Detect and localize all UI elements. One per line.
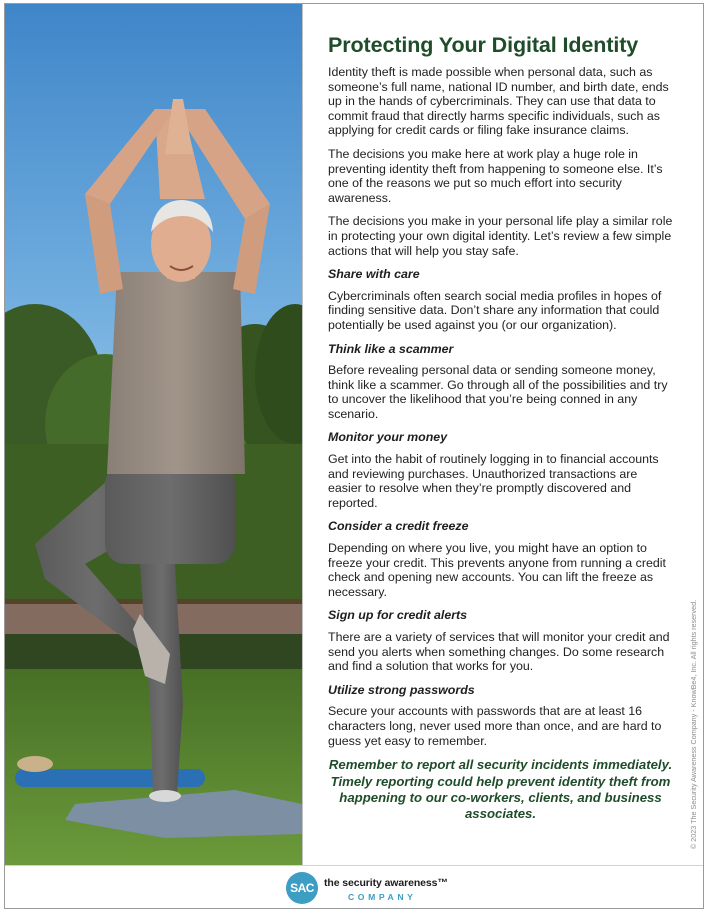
section-heading: Utilize strong passwords bbox=[328, 682, 475, 697]
section-body: Before revealing personal data or sending someone money, think like a scammer. Go through all of the possibilities and try to uncover the likelihood that you’re being conned in any scenario. bbox=[328, 363, 668, 421]
brand-company: COMPANY bbox=[348, 892, 417, 902]
section-body: Depending on where you live, you might have an option to freeze your credit. This prevents anyone from running a credit check and opening new accounts. You can lift the freeze as necessary. bbox=[328, 541, 666, 599]
article-content bbox=[328, 33, 673, 823]
section-heading: Monitor your money bbox=[328, 430, 448, 445]
section-heading: Think like a scammer bbox=[328, 341, 454, 356]
section-heading: Share with care bbox=[328, 267, 420, 282]
yoga-photo bbox=[5, 4, 303, 865]
intro-paragraph: Identity theft is made possible when personal data, such as someone’s full name, national ID number, and birth date, ends up in the hands of cybercriminals. They can use that data to commit fraud that directly harms specific individuals, such as applying for credit cards or filing fake insurance claims. bbox=[328, 65, 669, 138]
document-page bbox=[4, 3, 704, 909]
brand-name: the security awareness™ bbox=[324, 877, 448, 889]
section-body: Get into the habit of routinely logging in to financial accounts and reviewing purchases. Unauthorized transactions are easier to resolve when they’re promptly discovered and reported. bbox=[328, 452, 659, 510]
section-body: Cybercriminals often search social media profiles in hopes of finding sensitive data. Don’t share any information that could potentially be used against you (or our organization). bbox=[328, 288, 662, 332]
section-heading: Sign up for credit alerts bbox=[328, 608, 468, 623]
callout-reminder: Remember to report all security incidents immediately. Timely reporting could help prevent identity theft from happening to our co-workers, clients, and business associates. bbox=[328, 757, 673, 822]
company-logo bbox=[286, 872, 448, 906]
footer-divider bbox=[5, 865, 703, 866]
section-heading: Consider a credit freeze bbox=[328, 519, 469, 534]
copyright-text: © 2023 The Security Awareness Company - KnowBe4, Inc. All rights reserved. bbox=[689, 599, 698, 849]
page-title: Protecting Your Digital Identity bbox=[328, 33, 639, 57]
section-body: Secure your accounts with passwords that are at least 16 characters long, never used more than once, and are hard to guess yet easy to remember. bbox=[328, 704, 662, 748]
intro-paragraph: The decisions you make in your personal life play a similar role in protecting your own digital identity. Let’s review a few simple actions that will help you stay safe. bbox=[328, 214, 673, 258]
intro-paragraph: The decisions you make here at work play a huge role in preventing identity theft from happening to someone else. It’s one of the reasons we put so much effort into security awareness. bbox=[328, 146, 663, 205]
section-body: There are a variety of services that will monitor your credit and send you alerts when something changes. Do some research and find a solution that works for you. bbox=[328, 630, 670, 674]
sac-logo-icon: SAC bbox=[286, 872, 318, 904]
copyright-notice bbox=[686, 579, 702, 849]
